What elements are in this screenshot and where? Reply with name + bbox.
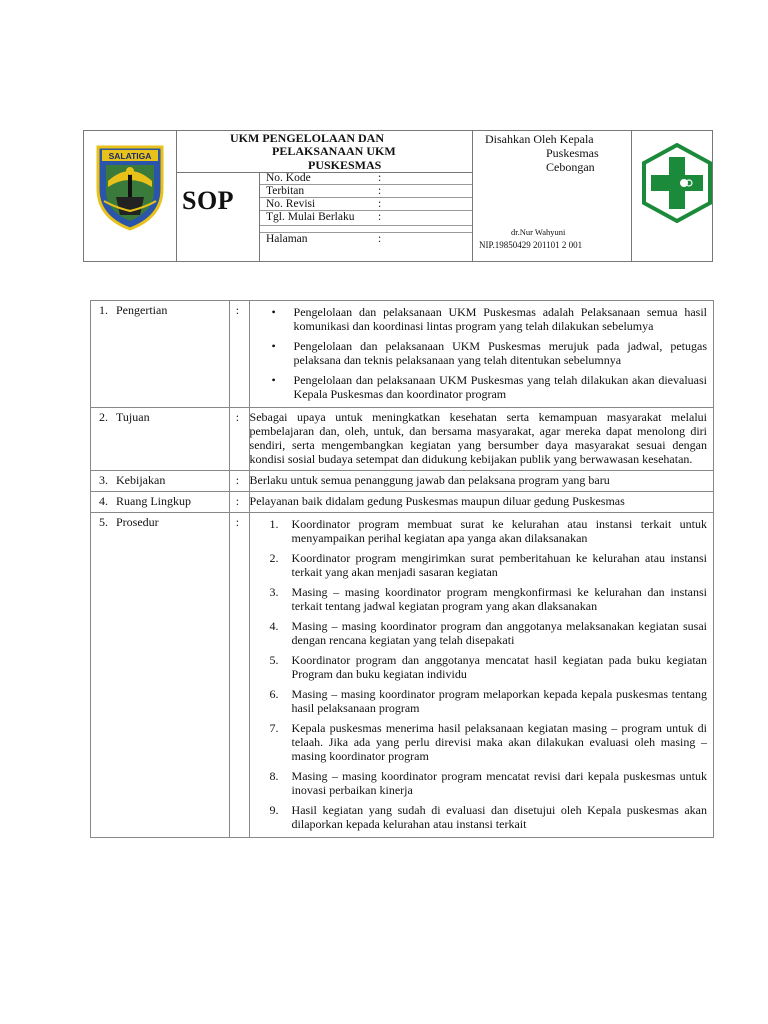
section-label-text: Prosedur [116,515,159,529]
meta-label: Terbitan [266,185,305,197]
section-number: 4. [99,494,108,508]
step-text: Hasil kegiatan yang sudah di evaluasi dan disetujui oleh Kepala puskesmas akan dilaporkan kepada kelurahan atau instansi terkait [291,803,707,831]
section-number: 2. [99,410,108,424]
approval-line: Disahkan Oleh Kepala [485,132,594,146]
meta-row-kode [260,172,472,185]
meta-label: No. Kode [266,172,311,184]
section-body: Berlaku untuk semua penanggung jawab dan pelaksana program yang baru [249,471,713,492]
section-label [91,492,230,513]
list-item [269,517,707,545]
list-item [269,803,707,831]
meta-row-revisi [260,198,472,211]
list-item [269,619,707,647]
sop-header [83,130,713,262]
salatiga-crest-logo [94,141,166,231]
step-number: 1. [269,517,279,531]
list-item: • Pengelolaan dan pelaksanaan UKM Puskesmas yang telah dilakukan akan dievaluasi Kepala Puskesmas dan koordinator program [294,373,707,401]
meta-row-halaman [260,233,472,247]
section-label [91,301,230,408]
approval-block [473,131,631,261]
meta-label: No. Revisi [266,198,316,210]
list-item [269,585,707,613]
prosedur-list [250,517,707,831]
section-row-prosedur [91,513,714,838]
sop-label: SOP [182,186,235,215]
puskesmas-logo [640,143,714,223]
section-number: 5. [99,515,108,529]
section-row-ruang-lingkup [91,492,714,513]
sop-title [176,131,472,172]
list-item [269,653,707,681]
list-item: • Pengelolaan dan pelaksanaan UKM Puskesmas adalah Pelaksanaan semua hasil komunikasi dan koordinasi lintas program yang telah dilakukan sebelumya [294,305,707,333]
approval-name: dr.Nur Wahyuni [511,227,566,237]
section-colon: : [229,492,249,513]
section-body: Sebagai upaya untuk meningkatkan kesehatan serta kemampuan masyarakat melalui pembelajaran dan, oleh, untuk, dan bersama masyarakat, agar mereka dapat menolong diri sendiri, serta mengembangkan kegiatan yang bersumber daya masyarakat sesuai dengan kondisi sosial budaya setempat dan didukung kebijakan publik yang berwawasan kesehatan. [249,408,713,471]
approval-line: Cebongan [546,160,595,174]
step-number: 3. [269,585,279,599]
section-colon: : [229,301,249,408]
section-label-text: Kebijakan [116,473,166,487]
section-label [91,408,230,471]
step-number: 4. [269,619,279,633]
approval-nip: NIP.19850429 201101 2 001 [479,240,583,250]
meta-label: Halaman [266,233,308,245]
sop-meta-table [260,172,472,247]
meta-spacer [260,226,472,233]
step-number: 2. [269,551,279,565]
section-colon: : [229,471,249,492]
step-number: 7. [269,721,279,735]
section-row-kebijakan [91,471,714,492]
meta-label: Tgl. Mulai Berlaku [266,211,355,223]
section-colon: : [229,408,249,471]
step-number: 6. [269,687,279,701]
section-label-text: Tujuan [116,410,150,424]
step-text: Masing – masing koordinator program mengkonfirmasi ke kelurahan dan instansi terkait tentang jadwal kegiatan program yang akan dlaksanakan [291,585,707,613]
meta-row-berlaku [260,211,472,226]
logo-left-text: SALATIGA [108,151,152,161]
title-line: UKM PENGELOLAAN DAN [230,131,385,145]
step-number: 5. [269,653,279,667]
section-body [249,513,713,838]
section-colon: : [229,513,249,838]
step-text: Koordinator program mengirimkan surat pemberitahuan ke kelurahan atau instansi terkait yang akan menjadi sasaran kegiatan [291,551,707,579]
approval-line: Puskesmas [546,146,599,160]
list-item [269,687,707,715]
list-item [269,721,707,763]
step-text: Kepala puskesmas menerima hasil pelaksanaan kegiatan masing – program untuk di telaah. Jika ada yang perlu direvisi maka akan dilakukan evaluasi oleh masing – masing koordinator program [291,721,707,763]
meta-row-terbitan [260,185,472,198]
meta-colon: : [378,172,382,184]
step-text: Koordinator program membuat surat ke kelurahan atau instansi terkait untuk menyampaikan perihal kegiatan apa yanga akan dilaksanakan [291,517,707,545]
section-body: Pelayanan baik didalam gedung Puskesmas maupun diluar gedung Puskesmas [249,492,713,513]
section-label-text: Ruang Lingkup [116,494,191,508]
meta-colon: : [378,185,382,197]
step-text: Koordinator program dan anggotanya mencatat hasil kegiatan pada buku kegiatan Program dan buku kegiatan individu [291,653,707,681]
meta-colon: : [378,233,382,245]
step-text: Masing – masing koordinator program dan anggotanya melaksanakan kegiatan susai dengan rencana kegiatan yang telah disepakati [291,619,707,647]
section-body [249,301,713,408]
step-text: Masing – masing koordinator program mencatat revisi dari kepala puskesmas untuk inovasi perbaikan kinerja [291,769,707,797]
section-label [91,471,230,492]
section-label [91,513,230,838]
list-item [269,769,707,797]
title-line: PELAKSANAAN UKM [272,144,396,158]
step-number: 8. [269,769,279,783]
pengertian-list [250,305,707,401]
list-item: • Pengelolaan dan pelaksanaan UKM Puskesmas merujuk pada jadwal, petugas pelaksana dan teknis pelaksanaan yang telah ditentukan sebelumnya [294,339,707,367]
section-number: 1. [99,303,108,317]
section-row-pengertian [91,301,714,408]
meta-colon: : [378,198,382,210]
section-number: 3. [99,473,108,487]
meta-colon: : [378,211,382,223]
title-line: PUSKESMAS [308,158,382,172]
sop-content-table [90,300,714,838]
section-label-text: Pengertian [116,303,168,317]
divider [631,131,632,261]
step-text: Masing – masing koordinator program melaporkan kepada kepala puskesmas tentang hasil pelaksanaan program [291,687,707,715]
section-row-tujuan [91,408,714,471]
step-number: 9. [269,803,279,817]
list-item [269,551,707,579]
